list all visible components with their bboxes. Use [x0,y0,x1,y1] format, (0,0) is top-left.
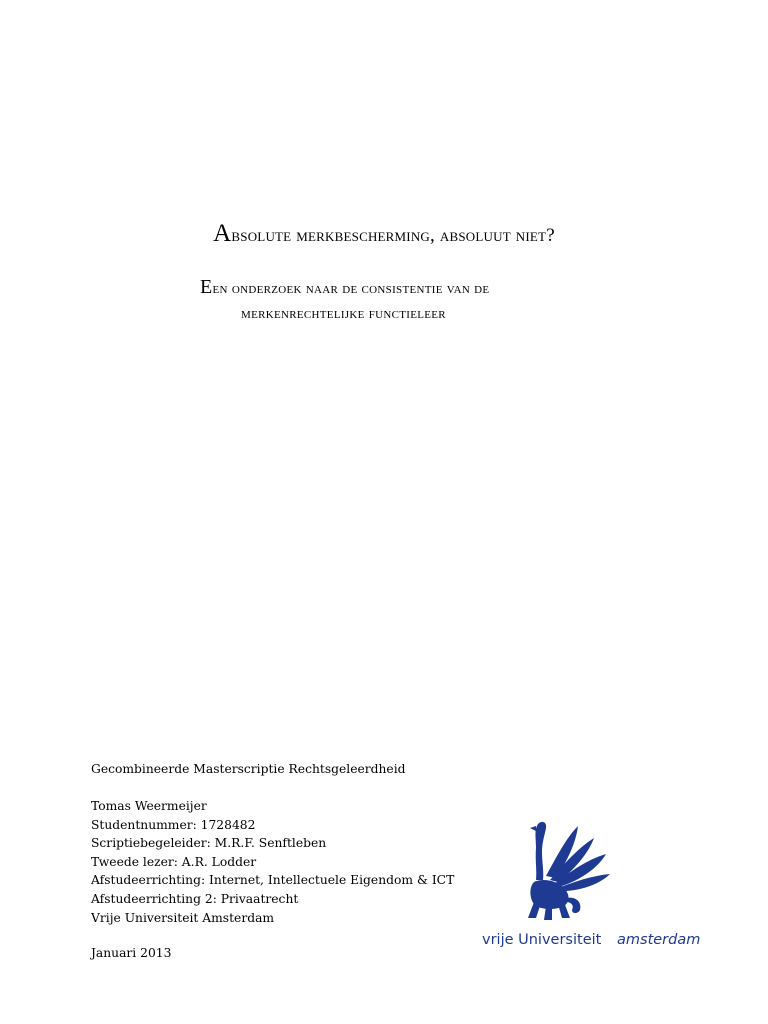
university: Vrije Universiteit Amsterdam [91,910,275,925]
specialization-2: Afstudeerrichting 2: Privaatrecht [91,891,299,906]
second-reader: Tweede lezer: A.R. Lodder [91,854,257,869]
author-details [91,797,454,927]
griffin-logo-icon [516,818,616,922]
document-date: Januari 2013 [91,946,172,960]
university-logo [478,818,708,958]
title-lead-letter: A [213,220,232,247]
subtitle-line-1 [200,276,489,299]
subtitle-line-2: merkenrechtelijke functieleer [241,306,446,322]
document-title [0,220,768,248]
subtitle-lead-letter: E [200,276,213,298]
program-line: Gecombineerde Masterscriptie Rechtsgeleerdheid [91,762,406,776]
student-number: Studentnummer: 1728482 [91,817,256,832]
specialization-1: Afstudeerrichting: Internet, Intellectuele Eigendom & ICT [91,873,455,888]
subtitle-line-1-rest: en onderzoek naar de consistentie van de [212,281,490,297]
title-rest: bsolute merkbescherming, absoluut niet? [231,225,555,246]
logo-wordmark-university: vrije Universiteit [482,932,602,948]
supervisor: Scriptiebegeleider: M.R.F. Senftleben [91,836,327,851]
logo-wordmark-city: amsterdam [617,932,701,948]
author-name: Tomas Weermeijer [91,799,207,813]
